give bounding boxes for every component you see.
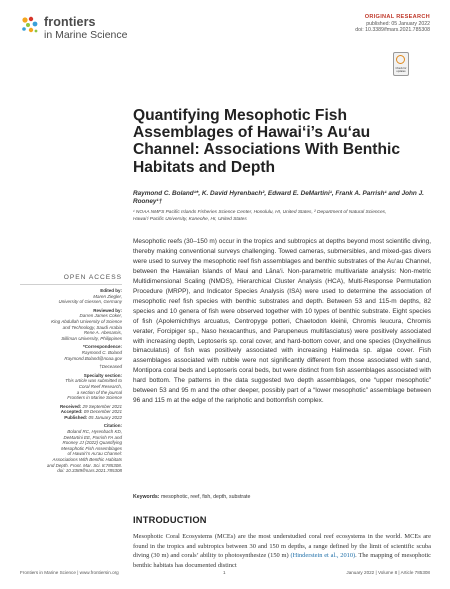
journal-logo [20, 14, 170, 48]
reviewed-by [20, 308, 122, 342]
reviewed-label: Reviewed by: [93, 307, 122, 313]
accepted-date: 09 December 2021 [83, 409, 122, 415]
reviewer-line: Silliman University, Philippines [61, 335, 122, 341]
open-access-label: OPEN ACCESS [20, 274, 122, 285]
citation-line: Rooney JJ (2022) Quantifying [62, 440, 122, 446]
editor-line: University of Giessen, Germany [58, 299, 122, 305]
check-updates-icon [396, 55, 405, 64]
citation-line: and Depth. Front. Mar. Sci. 8:785308. [46, 462, 122, 468]
correspondence [20, 344, 122, 369]
edited-label: Edited by: [100, 288, 122, 293]
specialty-line: a section of the journal [76, 389, 122, 395]
check-updates-badge[interactable] [393, 52, 409, 76]
published-label: Published: [64, 414, 88, 420]
specialty-line: Frontiers in Marine Science [67, 395, 122, 401]
brand-name: frontiers [44, 15, 96, 29]
article-sidebar [20, 274, 122, 474]
abstract [133, 237, 431, 406]
frontiers-logo-icon [20, 15, 40, 35]
citation-line: Mesophotic Fish Assemblages [61, 445, 122, 451]
specialty-line: This article was submitted to [65, 378, 122, 384]
journal-name: in Marine Science [44, 29, 128, 41]
citation-link[interactable]: (Hinderstein et al., 2010) [290, 552, 356, 560]
edited-by [20, 288, 122, 305]
article-dates [20, 404, 122, 421]
article-meta [355, 14, 430, 34]
correspondence-name: Raymond C. Boland [81, 349, 122, 355]
citation-line: Boland RC, Hyrenbach KD, [67, 429, 122, 435]
specialty-section [20, 373, 122, 401]
citation-line: Associations With Benthic Habitats [52, 457, 122, 463]
footer-volume: January 2022 | Volume 8 | Article 785308 [346, 570, 430, 575]
deceased-note: †Deceased [99, 364, 122, 370]
editor-line: Maren Ziegler, [93, 293, 122, 299]
reviewer-line: King Abdullah University of Science [51, 318, 122, 324]
received-date: 29 September 2021 [82, 403, 122, 409]
citation-label: Citation: [103, 423, 122, 429]
section-heading: INTRODUCTION [133, 515, 207, 525]
specialty-label: Specialty section: [83, 372, 122, 378]
published-date-sidebar: 05 January 2022 [88, 414, 122, 420]
article-title: Quantifying Mesophotic Fish Assemblages of Hawai‘i’s Au‘au Channel: Associations With Benthic Habitats and Depth [133, 107, 400, 176]
footer-journal[interactable]: Frontiers in Marine Science | www.frontiersin.org [20, 570, 119, 575]
correspondence-email[interactable]: Raymond.Boland@noaa.gov [64, 355, 122, 361]
specialty-line: Coral Reef Research, [78, 383, 122, 389]
intro-paragraph [133, 532, 431, 570]
reviewer-line: Rene A. Abesamis, [83, 330, 122, 336]
author-list: Raymond C. Boland¹*, K. David Hyrenbach², Edward E. DeMartini¹, Frank A. Parrish¹ and John J. Rooney¹† [133, 190, 424, 206]
check-updates-label: Check for updates [395, 67, 407, 73]
citation-block [20, 423, 122, 473]
keywords [133, 494, 431, 500]
page-number: 1 [223, 570, 226, 575]
intro-text: Mesophotic Coral Ecosystems (MCEs) are the most understudied coral reef ecosystems in the world. MCEs are found in the tropics and subtropics between 30 and 150 m depths, a range defined by the limit of scientific scuba diving (30 m) and corals’ ability to photosynthesize (150 m) [133, 533, 431, 560]
article-type: ORIGINAL RESEARCH [364, 14, 430, 20]
citation-line: of Hawai‘i’s Au‘au Channel: [67, 451, 122, 457]
reviewer-line: Darren James Coker, [79, 313, 122, 319]
accepted-label: Accepted: [60, 409, 83, 415]
published-date: published: 05 January 2022 [366, 20, 430, 27]
keywords-label: Keywords: [133, 494, 160, 500]
keywords-list: mesophotic, reef, fish, depth, substrate [160, 494, 251, 500]
received-label: Received: [59, 403, 82, 409]
citation-line: DeMartini EE, Parrish FA and [63, 434, 122, 440]
affiliation-line: ¹ NOAA NMFS Pacific Islands Fisheries Science Center, Honolulu, HI, United States, ² Department of Natural Sciences, [133, 210, 387, 215]
doi[interactable]: doi: 10.3389/fmars.2021.785308 [355, 27, 430, 34]
citation-doi[interactable]: doi: 10.3389/fmars.2021.785308 [57, 468, 122, 474]
reviewer-line: and Technology, Saudi Arabia [62, 324, 122, 330]
abstract-text: Mesophotic reefs (30–150 m) occur in the tropics and subtropics at depths beyond most scientific diving, thereby making conventional surveys challenging. Towed cameras, submersibles, and mixed-gas divers were used to survey the mesophotic reef fish assemblages and benthic substrates of the Au‘au Channel, between the Hawaiian Islands of Maui and Lāna‘i. Non-parametric multivariate analysis: Non-metric Multidimensional Scaling (NMDS), Hierarchical Cluster Analysis (HCA), Multi-Response Permutation Procedure (MRPP), and Indicator Species Analysis (ISA) were used to determine the association of mesophotic reef fish species with benthic substrates and depth. Between 53 and 115-m depths, 82 species and 10 genera of fish were observed together with 10 types of benthic substrate. Eight species of fish (Apolemichthys arcuatus, Centropyge potteri, Chaetodon kleinii, Chromis leucura, Chromis verater, Forcipiger sp., Naso hexacanthus, and Parupeneus multifasciatus) were positively associated with increasing depth, Leptoseris sp. coral cover, and hard-bottom cover, and one species (Oxycheilinus bimaculatus) of fish was positively associated with increasing Halimeda sp. algae cover. Fish assemblages associated with rubble were not significantly different from those associated with sand, Montipora coral beds and Leptoseris coral beds, but were distinct from fish assemblages associated with hard bottom. The patterns in the data suggested two depth assemblages, one “upper mesophotic” between 53 and 95 m and the other deeper, possibly part of a “lower mesophotic” assemblage between 96 and 115 m at the edge of the rariphotic and bottomfish complex. [133, 238, 431, 405]
correspondence-label: *Correspondence: [82, 344, 122, 350]
affiliation-line: Hawai‘i Pacific University, Kaneohe, HI, United States [133, 216, 247, 222]
intro-text-2: . The mapping of mesophotic benthic habitats has documented distinct [133, 552, 431, 569]
affiliations [133, 210, 433, 223]
